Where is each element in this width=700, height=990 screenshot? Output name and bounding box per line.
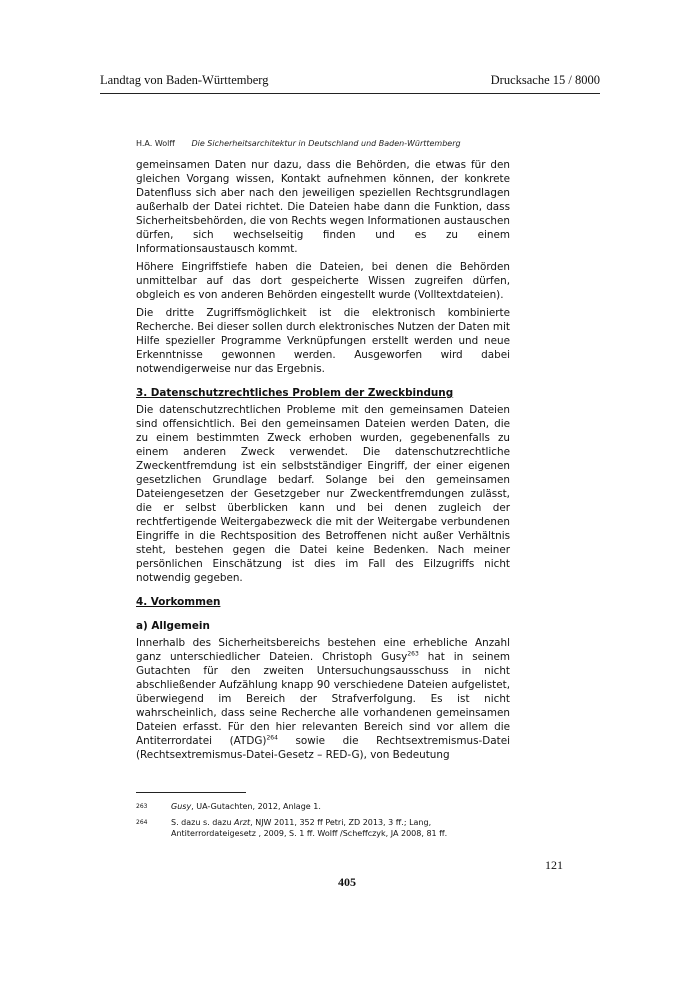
footnote-body: , UA-Gutachten, 2012, Anlage 1. (191, 802, 321, 811)
paragraph: Die dritte Zugriffsmöglichkeit ist die elektronisch kombinierte Recherche. Bei dieser sollen durch elektronisches Nutzen der Daten mit Hilfe spezieller Programme Verknüpfungen erstellt werden und neue Erkenntnisse gewonnen werden. Ausgeworfen wird dabei notwendigerweise nur das Ergebnis. (136, 307, 510, 375)
footnote-body: , NJW 2011, 352 ff Petri, ZD 2013, 3 ff.; Lang, Antiterrordateigesetz , 2009, S. 1 ff. Wolff /Scheffczyk, JA 2008, 81 ff. (171, 818, 448, 838)
section-heading: 3. Datenschutzrechtliches Problem der Zweckbindung (136, 387, 454, 399)
paragraph: gemeinsamen Daten nur dazu, dass die Behörden, die etwas für den gleichen Vorgang wissen, Kontakt aufnehmen können, der konkrete Datenfluss sich aber nach den jeweiligen speziellen Rechtsgrundlagen außerhalb der Datei richtet. Die Dateien habe dann die Funktion, dass Sicherheitsbehörden, die von Rechts wegen Informationen austauschen dürfen, sich wechselseitig finden und es zu einem Informationsaustausch kommt. (136, 159, 510, 255)
text-span: sowie die Rechtsextremismus-Datei (Rechtsextremismus-Datei-Gesetz – RED-G), von Bedeutung (136, 735, 510, 761)
footnote-author: Gusy (171, 802, 192, 811)
header-left: Landtag von Baden-Württemberg (100, 73, 269, 87)
footnote-divider (136, 792, 246, 793)
footnote-text (171, 801, 511, 812)
paragraph (136, 636, 510, 762)
footnote-number: 263 (136, 803, 148, 810)
footnote-author: Arzt (234, 818, 251, 827)
footnote-number: 264 (136, 819, 148, 826)
text-span: Innerhalb des Sicherheitsbereichs bestehen eine erhebliche Anzahl ganz unterschiedlicher Dateien. Christoph Gusy (136, 637, 510, 663)
footnote-ref[interactable]: 263 (407, 650, 419, 658)
subsection-heading: a) Allgemein (136, 620, 210, 632)
paragraph: Höhere Eingriffstiefe haben die Dateien, bei denen die Behörden unmittelbar auf das dort gespeicherte Wissen zugreifen dürfen, obgleich es von anderen Behörden eingestellt wurde (Volltextdateien). (136, 261, 510, 301)
footnote-prefix: S. dazu s. dazu (171, 818, 235, 827)
paragraph: Die datenschutzrechtlichen Probleme mit den gemeinsamen Dateien sind offensichtlich. Bei den gemeinsamen Dateien werden Daten, die zu einem bestimmten Zweck erhoben wurden, gegebenenfalls zu einem anderen Zweck verwendet. Die datenschutzrechtliche Zweckentfremdung ist ein selbstständiger Eingriff, der einer eigenen gesetzlichen Grundlage bedarf. Solange bei den gemeinsamen Dateiengesetzen der Gesetzgeber nur Zweckentfremdungen zulässt, die er selbst überblicken kann und bei denen zugleich der rechtfertigende Weitergabezweck die mit der Weitergabe verbundenen Eingriffe in die Rechtsposition des Betroffenen nicht außer Verhältnis steht, bestehen gegen die Datei keine Bedenken. Nach meiner persönlichen Einschätzung ist dies im Fall des Eilzugriffs nicht notwendig gegeben. (136, 404, 510, 584)
running-head-title: Die Sicherheitsarchitektur in Deutschland und Baden-Württemberg (191, 139, 461, 148)
header-right: Drucksache 15 / 8000 (490, 73, 600, 87)
text-span: hat in seinem Gutachten für den zweiten Untersuchungsausschuss in nicht abschließender Aufzählung knapp 90 verschiedene Dateien aufgelistet, überwiegend im Bereich der Strafverfolgung. Es ist nicht wahrscheinlich, dass seine Recherche alle vorhandenen gemeinsamen Dateien erfasst. Für den hier relevanten Bereich sind vor allem die Antiterrordatei (ATDG) (136, 651, 510, 747)
print-page-number: 405 (338, 875, 356, 889)
main-text (136, 158, 510, 766)
running-head-author: H.A. Wolff (136, 139, 175, 148)
footnote-text (171, 817, 511, 839)
page-header (100, 73, 600, 94)
page-number: 121 (545, 858, 563, 872)
footnote-ref[interactable]: 264 (266, 734, 278, 742)
running-head (136, 139, 461, 148)
section-heading: 4. Vorkommen (136, 596, 221, 608)
